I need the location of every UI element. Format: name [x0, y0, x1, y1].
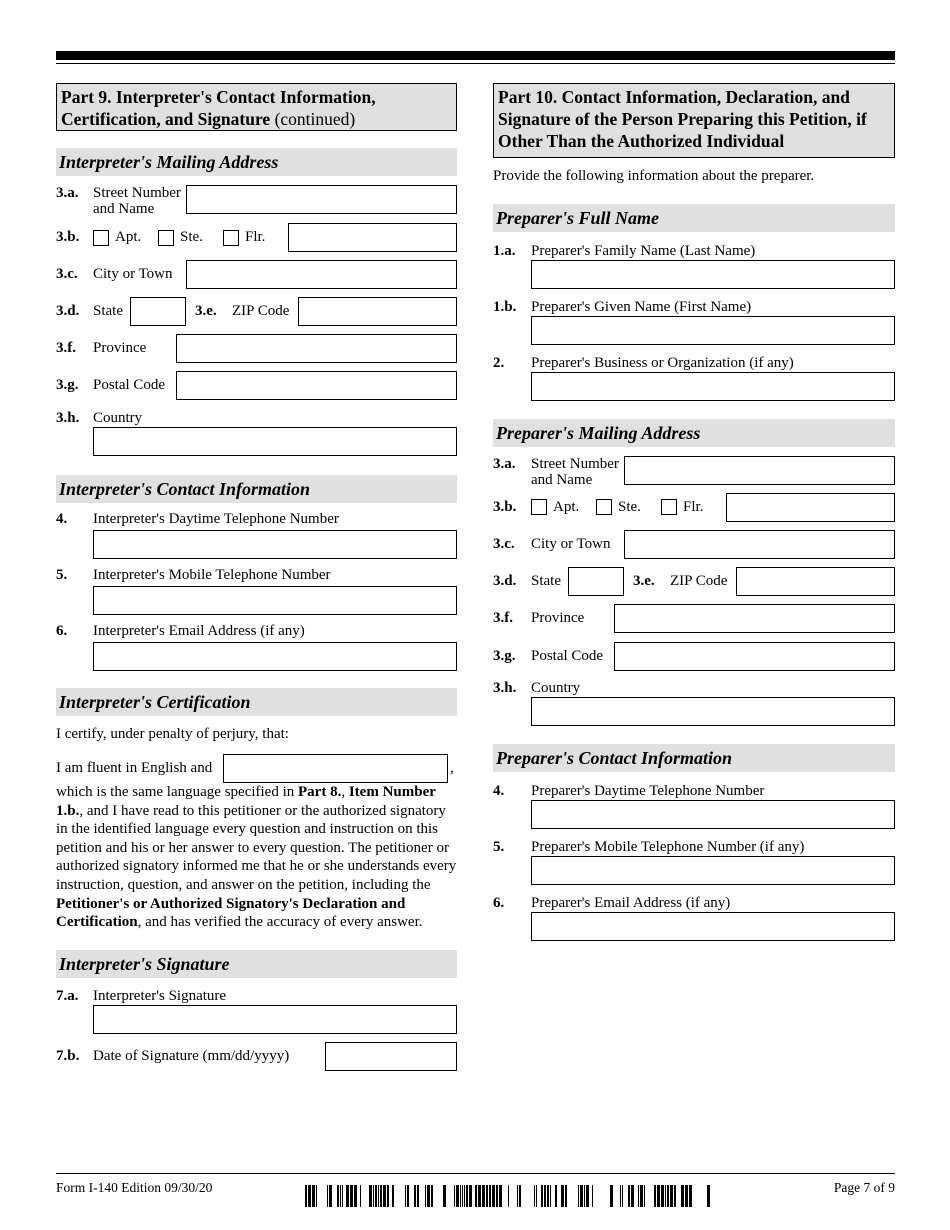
flr-label: Flr.: [683, 499, 704, 515]
item-number-3c: 3.c.: [493, 536, 515, 552]
item-number-3a: 3.a.: [56, 185, 79, 201]
province-label: Province: [93, 340, 147, 356]
part9-header: [56, 83, 457, 131]
item-number-1b: 1.b.: [493, 299, 517, 315]
mobile-phone-label: Preparer's Mobile Telephone Number (if any): [531, 839, 805, 855]
item-number-3d: 3.d.: [56, 303, 80, 319]
given-name-label: Preparer's Given Name (First Name): [531, 299, 752, 315]
interpreter-certification-header: Interpreter's Certification: [56, 688, 457, 716]
interpreter-flr-checkbox[interactable]: [223, 230, 239, 246]
zip-label: ZIP Code: [232, 303, 290, 319]
daytime-phone-label: Preparer's Daytime Telephone Number: [531, 783, 765, 799]
preparer-family-name-input[interactable]: [531, 260, 895, 289]
item-number-6: 6.: [493, 895, 505, 911]
cert-text-4: , and has verified the accuracy of every answer.: [137, 914, 423, 931]
item-number-3e: 3.e.: [195, 303, 217, 319]
preparer-province-input[interactable]: [614, 604, 895, 633]
street-label-line2: and Name: [531, 472, 593, 488]
item-number-3h: 3.h.: [493, 680, 517, 696]
signature-label: Interpreter's Signature: [93, 988, 227, 1004]
part9-title: Part 9. Interpreter's Contact Information, Certification, and Signature: [61, 87, 376, 129]
preparer-city-input[interactable]: [624, 530, 895, 559]
item-number-3h: 3.h.: [56, 410, 80, 426]
apt-label: Apt.: [553, 499, 580, 515]
item-number-3b: 3.b.: [493, 499, 517, 515]
interpreter-city-input[interactable]: [186, 260, 457, 289]
province-label: Province: [531, 610, 585, 626]
item-number-5: 5.: [493, 839, 505, 855]
street-label-line1: Street Number: [93, 185, 181, 201]
preparer-unit-number-input[interactable]: [726, 493, 895, 522]
preparer-email-input[interactable]: [531, 912, 895, 941]
cert-part8-ref: Part 8.: [298, 784, 342, 800]
preparer-mailing-header: Preparer's Mailing Address: [493, 419, 895, 447]
item-number-3c: 3.c.: [56, 266, 78, 282]
preparer-state-input[interactable]: [568, 567, 624, 596]
preparer-business-input[interactable]: [531, 372, 895, 401]
state-label: State: [531, 573, 561, 589]
preparer-flr-checkbox[interactable]: [661, 499, 677, 515]
certification-paragraph: [56, 783, 457, 932]
item-number-3f: 3.f.: [493, 610, 513, 626]
preparer-ste-checkbox[interactable]: [596, 499, 612, 515]
preparer-intro: Provide the following information about the preparer.: [493, 168, 815, 184]
interpreter-contact-header: Interpreter's Contact Information: [56, 475, 457, 503]
item-number-6: 6.: [56, 623, 68, 639]
city-label: City or Town: [531, 536, 611, 552]
certify-statement: I certify, under penalty of perjury, that:: [56, 726, 289, 742]
item-number-3a: 3.a.: [493, 456, 516, 472]
interpreter-signature-header: Interpreter's Signature: [56, 950, 457, 978]
preparer-daytime-phone-input[interactable]: [531, 800, 895, 829]
zip-label: ZIP Code: [670, 573, 728, 589]
interpreter-postal-input[interactable]: [176, 371, 457, 400]
interpreter-daytime-phone-input[interactable]: [93, 530, 457, 559]
interpreter-email-input[interactable]: [93, 642, 457, 671]
interpreter-country-input[interactable]: [93, 427, 457, 456]
business-label: Preparer's Business or Organization (if any): [531, 355, 794, 371]
part10-header: Part 10. Contact Information, Declaration, and Signature of the Person Preparing this Petition, if Other Than the Authorized Individual: [493, 83, 895, 158]
interpreter-zip-input[interactable]: [298, 297, 457, 326]
daytime-phone-label: Interpreter's Daytime Telephone Number: [93, 511, 339, 527]
country-label: Country: [93, 410, 143, 426]
email-label: Interpreter's Email Address (if any): [93, 623, 305, 639]
preparer-mobile-phone-input[interactable]: [531, 856, 895, 885]
apt-label: Apt.: [115, 229, 142, 245]
interpreter-state-input[interactable]: [130, 297, 186, 326]
cert-text-3: , and I have read to this petitioner or the authorized signatory in the identified language every question and instruction on this petition and his or her answer to every question. The petitioner or authorized signatory informed me that he or she understands every instruction, question, and answer on the petition, including the: [56, 802, 457, 893]
preparer-full-name-header: Preparer's Full Name: [493, 204, 895, 232]
postal-label: Postal Code: [531, 648, 604, 664]
barcode: [302, 1185, 710, 1207]
preparer-postal-input[interactable]: [614, 642, 895, 671]
preparer-street-input[interactable]: [624, 456, 895, 485]
preparer-zip-input[interactable]: [736, 567, 895, 596]
cert-text-1: which is the same language specified in: [56, 784, 299, 800]
interpreter-ste-checkbox[interactable]: [158, 230, 174, 246]
street-label-line1: Street Number: [531, 456, 619, 472]
street-label-line2: and Name: [93, 201, 155, 217]
item-number-7b: 7.b.: [56, 1048, 80, 1064]
interpreter-street-input[interactable]: [186, 185, 457, 214]
family-name-label: Preparer's Family Name (Last Name): [531, 243, 756, 259]
language-comma: ,: [450, 760, 454, 776]
state-label: State: [93, 303, 123, 319]
fluent-label: I am fluent in English and: [56, 760, 213, 776]
item-number-3g: 3.g.: [56, 377, 79, 393]
email-label: Preparer's Email Address (if any): [531, 895, 731, 911]
preparer-country-input[interactable]: [531, 697, 895, 726]
cert-declaration-ref: Petitioner's or Authorized Signatory's Declaration and Certification: [56, 895, 406, 931]
item-number-7a: 7.a.: [56, 988, 79, 1004]
mobile-phone-label: Interpreter's Mobile Telephone Number: [93, 567, 331, 583]
preparer-given-name-input[interactable]: [531, 316, 895, 345]
interpreter-mailing-header: Interpreter's Mailing Address: [56, 148, 457, 176]
top-rule-thick: [56, 51, 895, 60]
item-number-3b: 3.b.: [56, 229, 80, 245]
page-number: Page 7 of 9: [833, 1180, 895, 1195]
top-rule-thin: [56, 63, 895, 64]
interpreter-mobile-phone-input[interactable]: [93, 586, 457, 615]
form-edition: Form I-140 Edition 09/30/20: [56, 1180, 213, 1195]
interpreter-apt-checkbox[interactable]: [93, 230, 109, 246]
ste-label: Ste.: [180, 229, 203, 245]
item-number-2: 2.: [493, 355, 505, 371]
item-number-4: 4.: [493, 783, 505, 799]
flr-label: Flr.: [245, 229, 266, 245]
interpreter-signature-input[interactable]: [93, 1005, 457, 1034]
interpreter-language-input[interactable]: [223, 754, 448, 783]
item-number-3d: 3.d.: [493, 573, 517, 589]
ste-label: Ste.: [618, 499, 641, 515]
interpreter-province-input[interactable]: [176, 334, 457, 363]
item-number-4: 4.: [56, 511, 68, 527]
date-of-signature-label: Date of Signature (mm/dd/yyyy): [93, 1048, 290, 1064]
part9-continued: (continued): [274, 109, 356, 129]
footer-rule: [56, 1173, 895, 1174]
interpreter-signature-date-input[interactable]: [325, 1042, 457, 1071]
preparer-apt-checkbox[interactable]: [531, 499, 547, 515]
postal-label: Postal Code: [93, 377, 166, 393]
preparer-contact-header: Preparer's Contact Information: [493, 744, 895, 772]
cert-item-ref: Item Number 1.b.: [56, 784, 436, 819]
item-number-3f: 3.f.: [56, 340, 76, 356]
item-number-3g: 3.g.: [493, 648, 516, 664]
country-label: Country: [531, 680, 581, 696]
item-number-3e: 3.e.: [633, 573, 655, 589]
item-number-5: 5.: [56, 567, 68, 583]
interpreter-unit-number-input[interactable]: [288, 223, 457, 252]
cert-text-2: ,: [341, 784, 349, 800]
item-number-1a: 1.a.: [493, 243, 516, 259]
city-label: City or Town: [93, 266, 173, 282]
